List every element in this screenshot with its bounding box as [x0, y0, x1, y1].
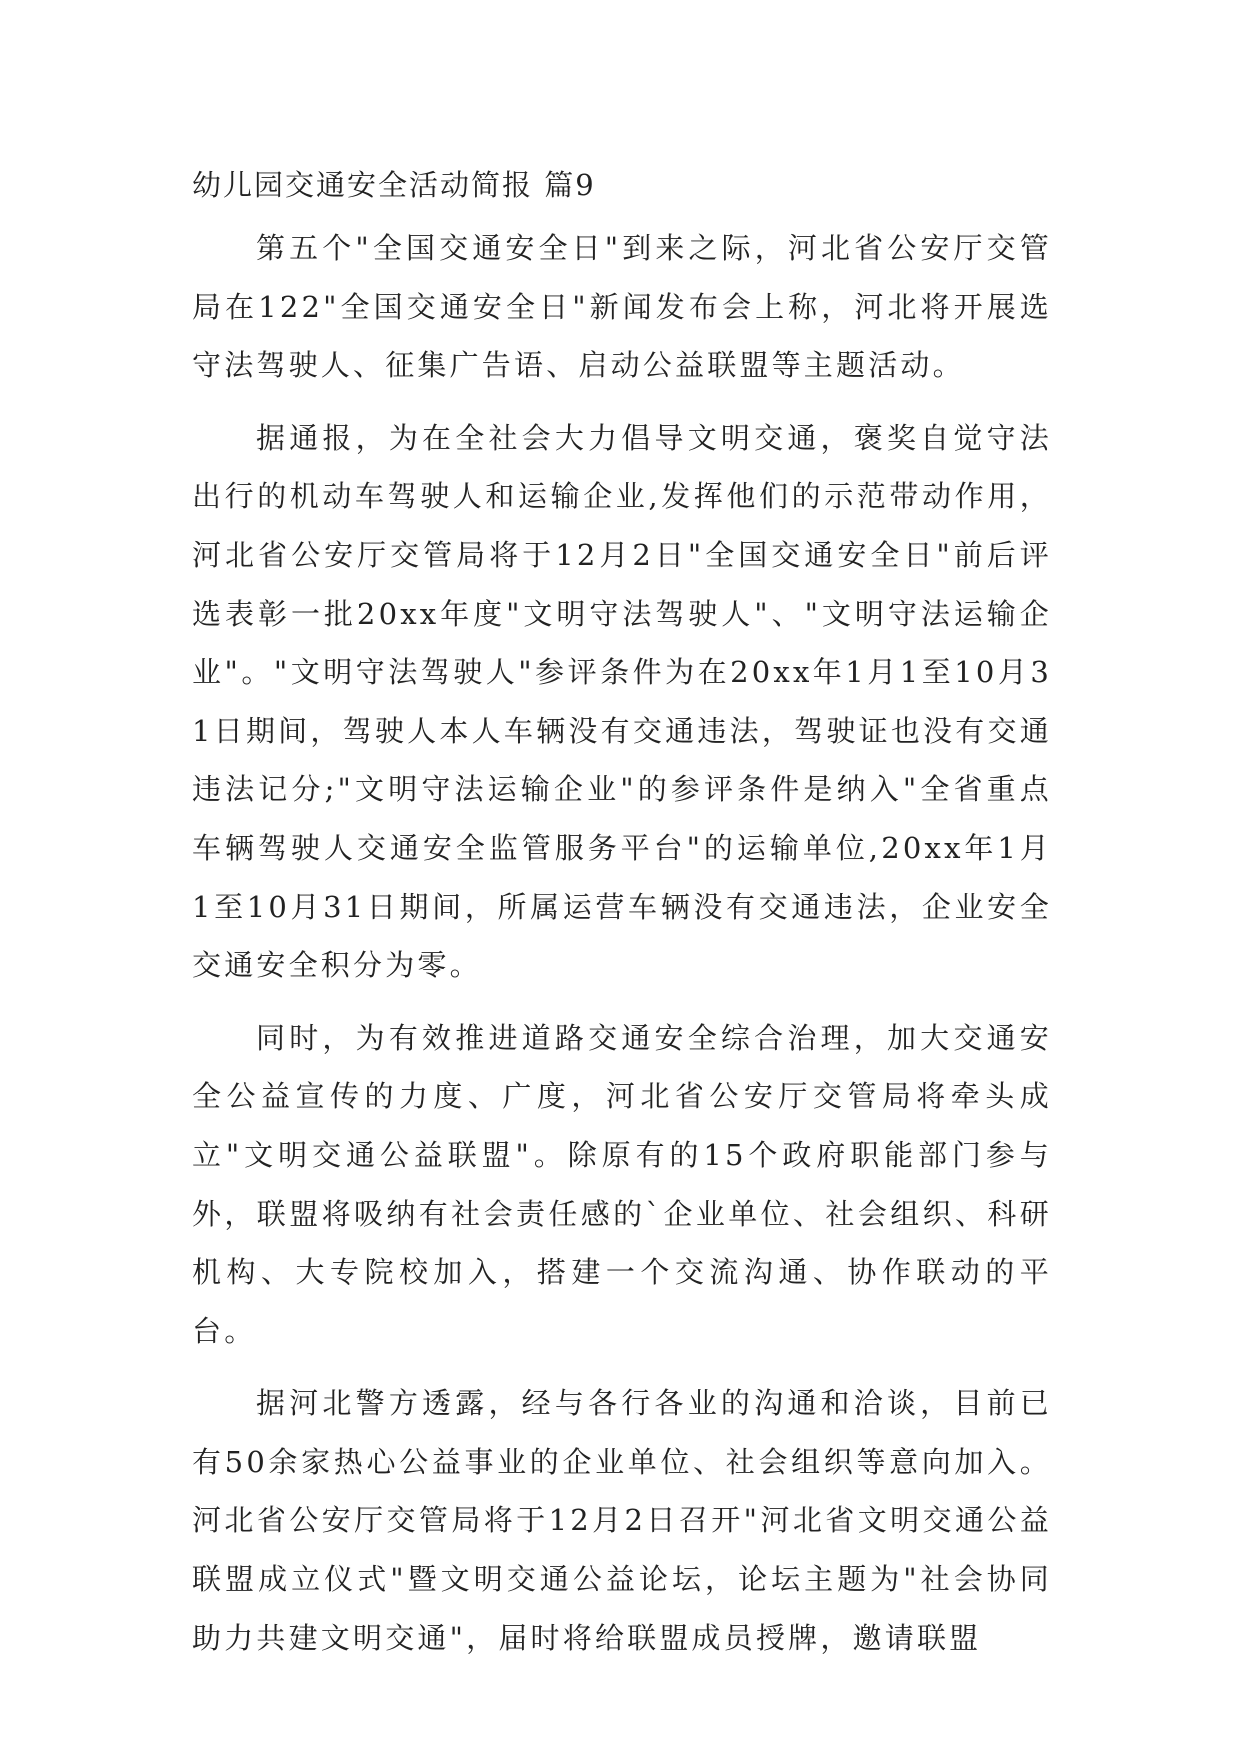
paragraph-3: 同时，为有效推进道路交通安全综合治理，加大交通安全公益宣传的力度、广度，河北省公安厅交管局将牵头成立"文明交通公益联盟"。除原有的15个政府职能部门参与外，联盟将吸纳有社会责任感的`企业单位、社会组织、科研机构、大专院校加入，搭建一个交流沟通、协作联动的平台。: [192, 1020, 1052, 1348]
document-heading: 幼儿园交通安全活动简报 篇9: [192, 168, 596, 202]
document-page: [192, 165, 1052, 1667]
paragraph-1: 第五个"全国交通安全日"到来之际，河北省公安厅交管局在122"全国交通安全日"新闻发布会上称，河北将开展选守法驾驶人、征集广告语、启动公益联盟等主题活动。: [192, 231, 1052, 383]
paragraph-2: 据通报，为在全社会大力倡导文明交通，褒奖自觉守法出行的机动车驾驶人和运输企业,发挥他们的示范带动作用，河北省公安厅交管局将于12月2日"全国交通安全日"前后评选表彰一批20xx年度"文明守法驾驶人"、"文明守法运输企业"。"文明守法驾驶人"参评条件为在20xx年1月1至10月31日期间，驾驶人本人车辆没有交通违法，驾驶证也没有交通违法记分;"文明守法运输企业"的参评条件是纳入"全省重点车辆驾驶人交通安全监管服务平台"的运输单位,20xx年1月1至10月31日期间，所属运营车辆没有交通违法，企业安全交通安全积分为零。: [192, 420, 1052, 983]
paragraph-4: 据河北警方透露，经与各行各业的沟通和洽谈，目前已有50余家热心公益事业的企业单位、社会组织等意向加入。河北省公安厅交管局将于12月2日召开"河北省文明交通公益联盟成立仪式"暨文明交通公益论坛，论坛主题为"社会协同助力共建文明交通"，届时将给联盟成员授牌，邀请联盟: [192, 1386, 1052, 1655]
